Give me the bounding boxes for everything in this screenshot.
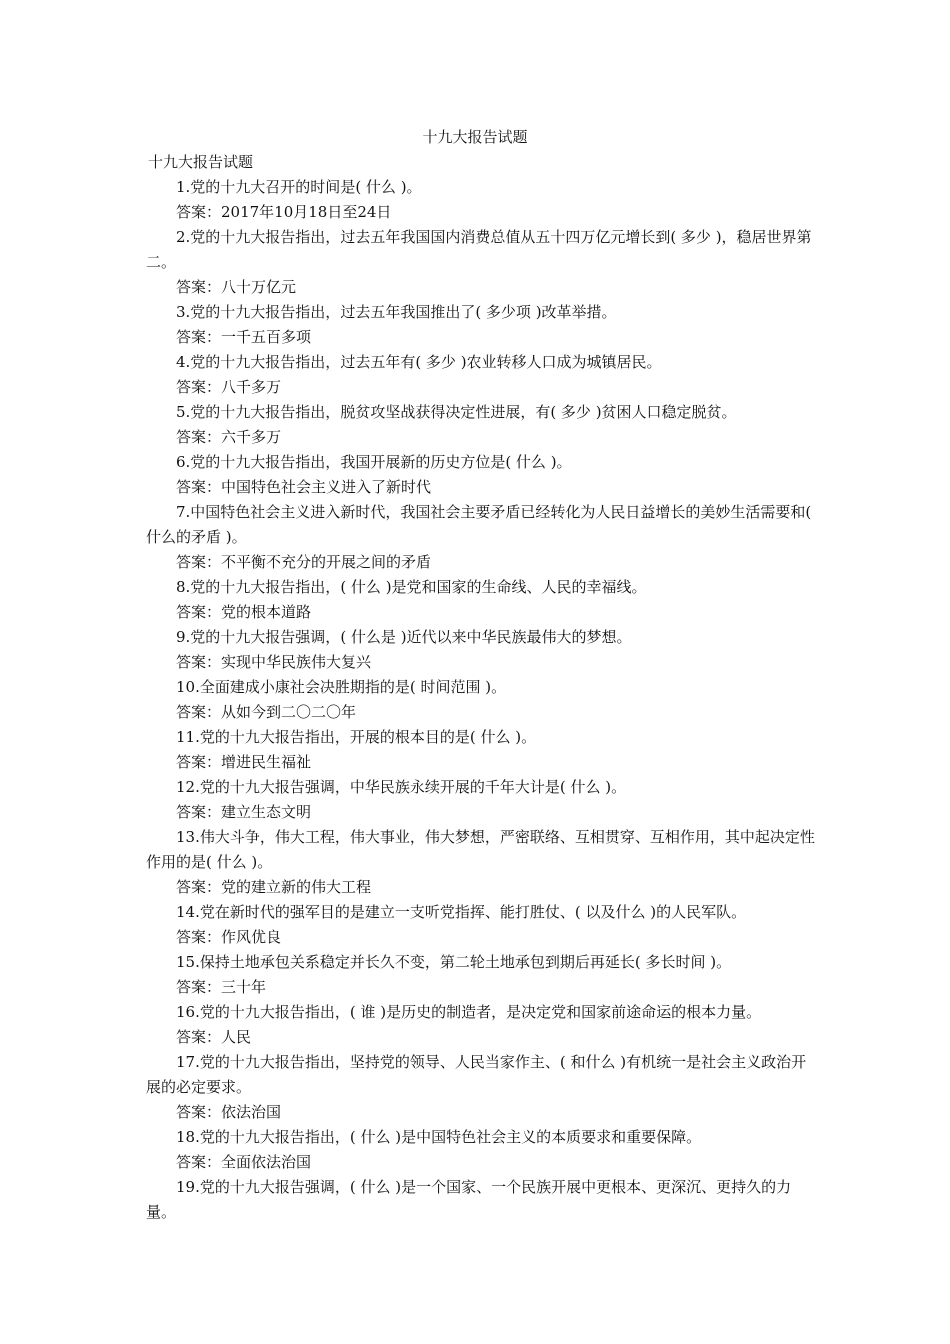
question-text: 4.党的十九大报告指出，过去五年有( 多少 )农业转移人口成为城镇居民。 <box>176 353 662 371</box>
question-text: 13.伟大斗争，伟大工程，伟大事业，伟大梦想，严密联络、互相贯穿、互相作用，其中起决定性作用的是( 什么 )。 <box>146 828 815 871</box>
question-text: 15.保持土地承包关系稳定并长久不变，第二轮土地承包到期后再延长( 多长时间 )。 <box>176 953 732 971</box>
answer-text: 答案：一千五百多项 <box>176 328 312 346</box>
answer-text: 答案：八十万亿元 <box>176 278 297 296</box>
question-text: 18.党的十九大报告指出，( 什么 )是中国特色社会主义的本质要求和重要保障。 <box>176 1128 702 1146</box>
answer-text: 答案：人民 <box>176 1028 252 1046</box>
answer-text: 答案：增进民生福祉 <box>176 753 312 771</box>
question-text: 5.党的十九大报告指出，脱贫攻坚战获得决定性进展，有( 多少 )贫困人口稳定脱贫。 <box>176 403 737 421</box>
document-subtitle: 十九大报告试题 <box>148 153 254 171</box>
question-text: 19.党的十九大报告强调，( 什么 )是一个国家、一个民族开展中更根本、更深沉、更持久的力量。 <box>146 1178 792 1221</box>
answer-text: 答案：党的根本道路 <box>176 603 312 621</box>
question-text: 2.党的十九大报告指出，过去五年我国国内消费总值从五十四万亿元增长到( 多少 )，稳居世界第二。 <box>146 228 812 271</box>
answer-text: 答案：中国特色社会主义进入了新时代 <box>176 478 432 496</box>
answer-text: 答案：依法治国 <box>176 1103 282 1121</box>
question-text: 11.党的十九大报告指出，开展的根本目的是( 什么 )。 <box>176 728 537 746</box>
question-text: 8.党的十九大报告指出，( 什么 )是党和国家的生命线、人民的幸福线。 <box>176 578 647 596</box>
question-text: 17.党的十九大报告指出，坚持党的领导、人民当家作主、( 和什么 )有机统一是社会主义政治开展的必定要求。 <box>146 1053 807 1096</box>
page-title: 十九大报告试题 <box>422 128 528 146</box>
document-body <box>146 150 816 1225</box>
answer-text: 答案：六千多万 <box>176 428 282 446</box>
question-text: 7.中国特色社会主义进入新时代，我国社会主要矛盾已经转化为人民日益增长的美妙生活需要和( 什么的矛盾 )。 <box>146 503 812 546</box>
question-text: 10.全面建成小康社会决胜期指的是( 时间范围 )。 <box>176 678 507 696</box>
question-text: 16.党的十九大报告指出，( 谁 )是历史的制造者，是决定党和国家前途命运的根本力量。 <box>176 1003 762 1021</box>
answer-text: 答案：建立生态文明 <box>176 803 312 821</box>
answer-text: 答案：不平衡不充分的开展之间的矛盾 <box>176 553 432 571</box>
answer-text: 答案：实现中华民族伟大复兴 <box>176 653 372 671</box>
question-text: 9.党的十九大报告强调，( 什么是 )近代以来中华民族最伟大的梦想。 <box>176 628 632 646</box>
question-text: 14.党在新时代的强军目的是建立一支听党指挥、能打胜仗、( 以及什么 )的人民军队。 <box>176 903 747 921</box>
answer-text: 答案：三十年 <box>176 978 267 996</box>
answer-text: 答案：全面依法治国 <box>176 1153 312 1171</box>
answer-text: 答案：党的建立新的伟大工程 <box>176 878 372 896</box>
question-list <box>146 175 816 1225</box>
question-text: 12.党的十九大报告强调，中华民族永续开展的千年大计是( 什么 )。 <box>176 778 627 796</box>
answer-text: 答案：作风优良 <box>176 928 282 946</box>
answer-text: 答案：从如今到二〇二〇年 <box>176 703 357 721</box>
question-text: 6.党的十九大报告指出，我国开展新的历史方位是( 什么 )。 <box>176 453 572 471</box>
answer-text: 答案：八千多万 <box>176 378 282 396</box>
question-text: 1.党的十九大召开的时间是( 什么 )。 <box>176 178 422 196</box>
question-text: 3.党的十九大报告指出，过去五年我国推出了( 多少项 )改革举措。 <box>176 303 617 321</box>
answer-text: 答案：2017年10月18日至24日 <box>176 203 392 221</box>
